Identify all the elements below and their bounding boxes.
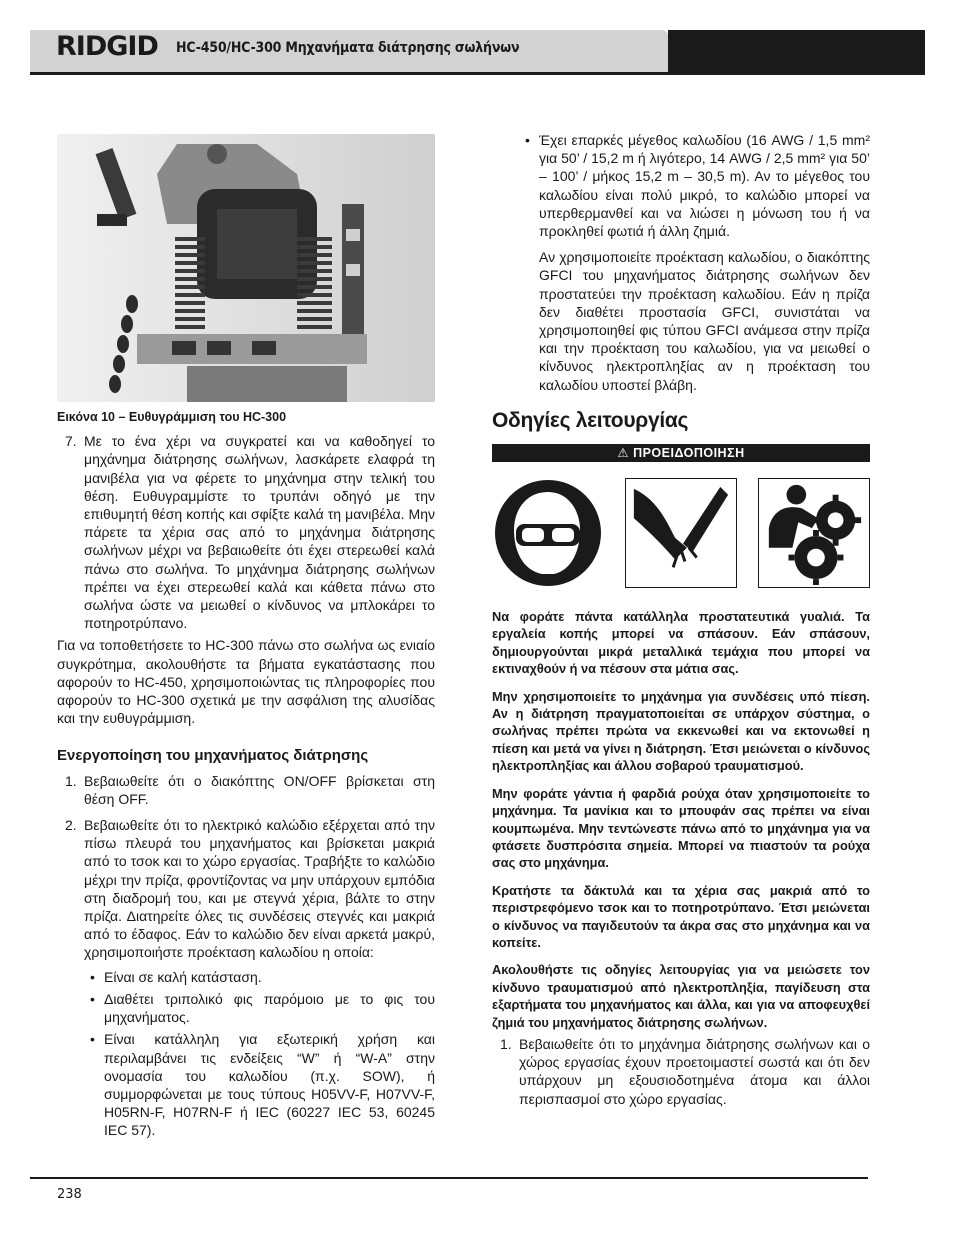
warning-follow: Ακολουθήστε τις οδηγίες λειτουργίας για να μειώσετε τον κίνδυνο τραυματισμού από ηλεκτροπληξία, παγίδευση στα εξαρτήματα του μηχανήματος και άλλα, και για να αποφευχθεί ζημιά του μηχανήματος διάτρησης σωλήνων. bbox=[492, 962, 870, 1030]
header-rule bbox=[30, 72, 925, 75]
left-column bbox=[57, 134, 435, 1140]
bullet-item: • Είναι σε καλή κατάσταση. bbox=[90, 968, 262, 985]
step-number: 1. bbox=[65, 772, 77, 789]
step-number: 7. bbox=[65, 433, 77, 450]
hc300-alignment-photo bbox=[57, 134, 435, 402]
ridgid-logo bbox=[56, 31, 164, 62]
operating-step-1 bbox=[492, 1035, 870, 1108]
bullet-text: Διαθέτει τριπολικό φις παρόμοιο με το φις του μηχανήματος. bbox=[104, 990, 435, 1026]
start-step-1 bbox=[57, 772, 435, 808]
warning-triangle-icon: ⚠ bbox=[617, 446, 630, 461]
cord-bullets bbox=[57, 968, 435, 1140]
bullet-text: Έχει επαρκές μέγεθος καλωδίου (16 AWG / 1,5 mm² για 50’ / 15,2 m ή λιγότερο, 14 AWG / 2,5 mm² για 50’ – 100’ / μήκος 15,2 m – 30,5 m). Αν το μέγεθος του καλωδίου είναι πολύ μικρό, το καλώδιο μπορεί να υπερθερμανθεί και να λιώσει η μόνωση του ή να προκληθεί φωτιά ή άλλη ζημιά. bbox=[539, 132, 870, 240]
cut-hazard-icon bbox=[625, 478, 737, 588]
safety-pictograms bbox=[492, 478, 870, 588]
heading-operating-instructions: Οδηγίες λειτουργίας bbox=[492, 408, 689, 432]
step-text: Βεβαιωθείτε ότι το ηλεκτρικό καλώδιο εξέρχεται από την πίσω πλευρά του μηχανήματος και βρίσκεται μακριά από το τσοκ και το χώρο εργασίας. Τραβήξτε το καλώδιο μέχρι την πρίζα, φροντίζοντας να μην υπάρχουν εμπόδια στη διαδρομή του, και με στεγνά χέρια, βάλτε το στην πρίζα. Διατηρείτε όλες τις συνδέσεις στεγνές και μακριά από το έδαφος. Εάν το καλώδιο δεν είναι αρκετά μακρύ, χρησιμοποιήστε προέκταση καλωδίου η οποία: bbox=[84, 817, 435, 961]
step-number: 1. bbox=[500, 1035, 512, 1052]
entanglement-hazard-icon bbox=[758, 478, 870, 588]
step-text: Με το ένα χέρι να συγκρατεί και να καθοδηγεί το μηχάνημα διάτρησης σωλήνων, λασκάρετε ελαφρά τη μανιβέλα για να φέρετε το μηχάνημα στην τελική του θέση. Ευθυγραμμίστε το τρυπάνι οδηγό με την επιθυμητή θέση κοπής και σφίξτε καλά τη μανιβέλα. Μην πάρετε τα χέρια σας από το μηχάνημα διάτρησης σωλήνων μέχρι να βεβαιωθείτε ότι έχει στερεωθεί καλά πάνω στο σωλήνα. Το μηχάνημα διάτρησης σωλήνων πρέπει να έχει στερεωθεί καλά και κάθετα πάνω στο σωλήνα ώστε να μειωθεί ο κίνδυνος να μπλοκάρει το ποτηροτρύπανο. bbox=[84, 433, 435, 632]
warning-label: ΠΡΟΕΙΔΟΠΟΙΗΣΗ bbox=[633, 446, 745, 461]
warning-fingers: Κρατήστε τα δάκτυλά και τα χέρια σας μακριά από το περιστρεφόμενο τσοκ και το ποτηροτρύπανο. Έτσι μειώνεται ο κίνδυνος να παγιδευτούν τα άκρα σας στο μηχάνημα και να κοπείτε. bbox=[492, 882, 870, 950]
step-text: Βεβαιωθείτε ότι ο διακόπτης ON/OFF βρίσκεται στη θέση OFF. bbox=[84, 772, 435, 807]
header-title: HC-450/HC-300 Μηχανήματα διάτρησης σωλήνων bbox=[176, 40, 520, 56]
warning-bar bbox=[492, 444, 870, 462]
right-column bbox=[492, 131, 870, 1108]
warning-clothing: Μην φοράτε γάντια ή φαρδιά ρούχα όταν χρησιμοποιείτε το μηχάνημα. Τα μανίκια και το μπουφάν σας πρέπει να είναι κουμπωμένα. Μην τεντώνεστε πάνω από το μηχάνημα για να φτάσετε δυσπρόσιτα σημεία. Μπορεί να πιαστούν τα ρούχα σας στο μηχάνημα. bbox=[492, 785, 870, 871]
step-7 bbox=[57, 432, 435, 632]
warning-pressure: Μην χρησιμοποιείτε το μηχάνημα για συνδέσεις υπό πίεση. Αν η διάτρηση πραγματοποιείται σε υπάρχον σύστημα, ο σωλήνας πρέπει πρώτα να εκκενωθεί και να εκτονωθεί η πίεση και μετά να γίνει η διάτρηση. Έτσι μειώνεται ο κίνδυνος ηλεκτροπληξίας και άλλου σοβαρού τραυματισμού. bbox=[492, 688, 870, 774]
bullet-item: • Διαθέτει τριπολικό φις παρόμοιο με το φις του μηχανήματος. bbox=[90, 990, 435, 1026]
subheading-start: Ενεργοποίηση του μηχανήματος διάτρησης bbox=[57, 747, 369, 765]
cord-bullets-cont bbox=[492, 131, 870, 394]
bullet-text: Είναι κατάλληλη για εξωτερική χρήση και περιλαμβάνει τις ενδείξεις “W” ή “W-A” στην ονομασία του καλωδίου (π.χ. SOW), ή συμμορφώνεται με τους τύπους H05VV-F, H07VV-F, H05RN-F, H07RN-F ή IEC (60227 IEC 53, 60245 IEC 57). bbox=[104, 1031, 435, 1139]
warning-eye: Να φοράτε πάντα κατάλληλα προστατευτικά γυαλιά. Τα εργαλεία κοπής μπορεί να σπάσουν. Εάν σπάσουν, δημιουργούνται μικρά μεταλλικά τεμάχια που μπορεί να εκτιναχθούν ή να πέσουν στα μάτια σας. bbox=[492, 609, 870, 677]
hc300-paragraph: Για να τοποθετήσετε το HC-300 πάνω στο σωλήνα ως ενιαίο συγκρότημα, ακολουθήστε τα βήματα εγκατάστασης που αφορούν το HC-450, χρησιμοποιώντας τις πληροφορίες που αφορούν το HC-300 σχετικά με την ασφάλιση της αλυσίδας και την ευθυγράμμιση. bbox=[57, 637, 435, 727]
bullet-item: • Είναι κατάλληλη για εξωτερική χρήση και περιλαμβάνει τις ενδείξεις “W” ή “W-A” στην ονομασία του καλωδίου (π.χ. SOW), ή συμμορφώνεται με τους τύπους H05VV-F, H07VV-F, H05RN-F, H07RN-F ή IEC (60227 IEC 53, 60245 IEC 57). bbox=[90, 1031, 435, 1139]
header-black-block bbox=[668, 30, 925, 72]
start-step-2 bbox=[57, 816, 435, 962]
eye-protection-icon bbox=[492, 478, 604, 588]
logo-text: RIDGID bbox=[56, 31, 158, 62]
step-number: 2. bbox=[65, 817, 77, 834]
page-number: 238 bbox=[57, 1187, 82, 1202]
bullet-text: Είναι σε καλή κατάσταση. bbox=[104, 968, 262, 985]
warning-statements bbox=[492, 608, 870, 1031]
step-text: Βεβαιωθείτε ότι το μηχάνημα διάτρησης σωλήνων και ο χώρος εργασίας έχουν προετοιμαστεί σωστά και ότι δεν υπάρχουν μη εξουσιοδοτημένα άτομα και άλλοι περισπασμοί στο χώρο εργασίας. bbox=[519, 1035, 870, 1107]
figure-caption: Εικόνα 10 – Ευθυγράμμιση του HC-300 bbox=[57, 410, 287, 424]
footer-rule bbox=[30, 1177, 868, 1179]
gfci-paragraph: Αν χρησιμοποιείτε προέκταση καλωδίου, ο διακόπτης GFCI του μηχανήματος διάτρησης σωλήνων δεν προστατεύει την προέκταση καλωδίου. Εάν η πρίζα δεν διαθέτει προστασία GFCI, συνιστάται να χρησιμοποιηθεί φις τύπου GFCI ανάμεσα στην πρίζα και την προέκταση του καλωδίου, για να μειωθεί ο κίνδυνος ηλεκτροπληξίας αν η προέκταση του καλωδίου υποστεί βλάβη. bbox=[539, 249, 870, 393]
bullet-item: • Έχει επαρκές μέγεθος καλωδίου (16 AWG / 1,5 mm² για 50’ / 15,2 m ή λιγότερο, 14 AWG / 2,5 mm² για 50’ – 100’ / μήκος 15,2 m – 30,5 m). Αν το μέγεθος του καλωδίου είναι πολύ μικρό, το καλώδιο μπορεί να υπερθερμανθεί και να λιώσει η μόνωση του ή να προκληθεί φωτιά ή άλλη ζημιά. bbox=[525, 132, 870, 240]
